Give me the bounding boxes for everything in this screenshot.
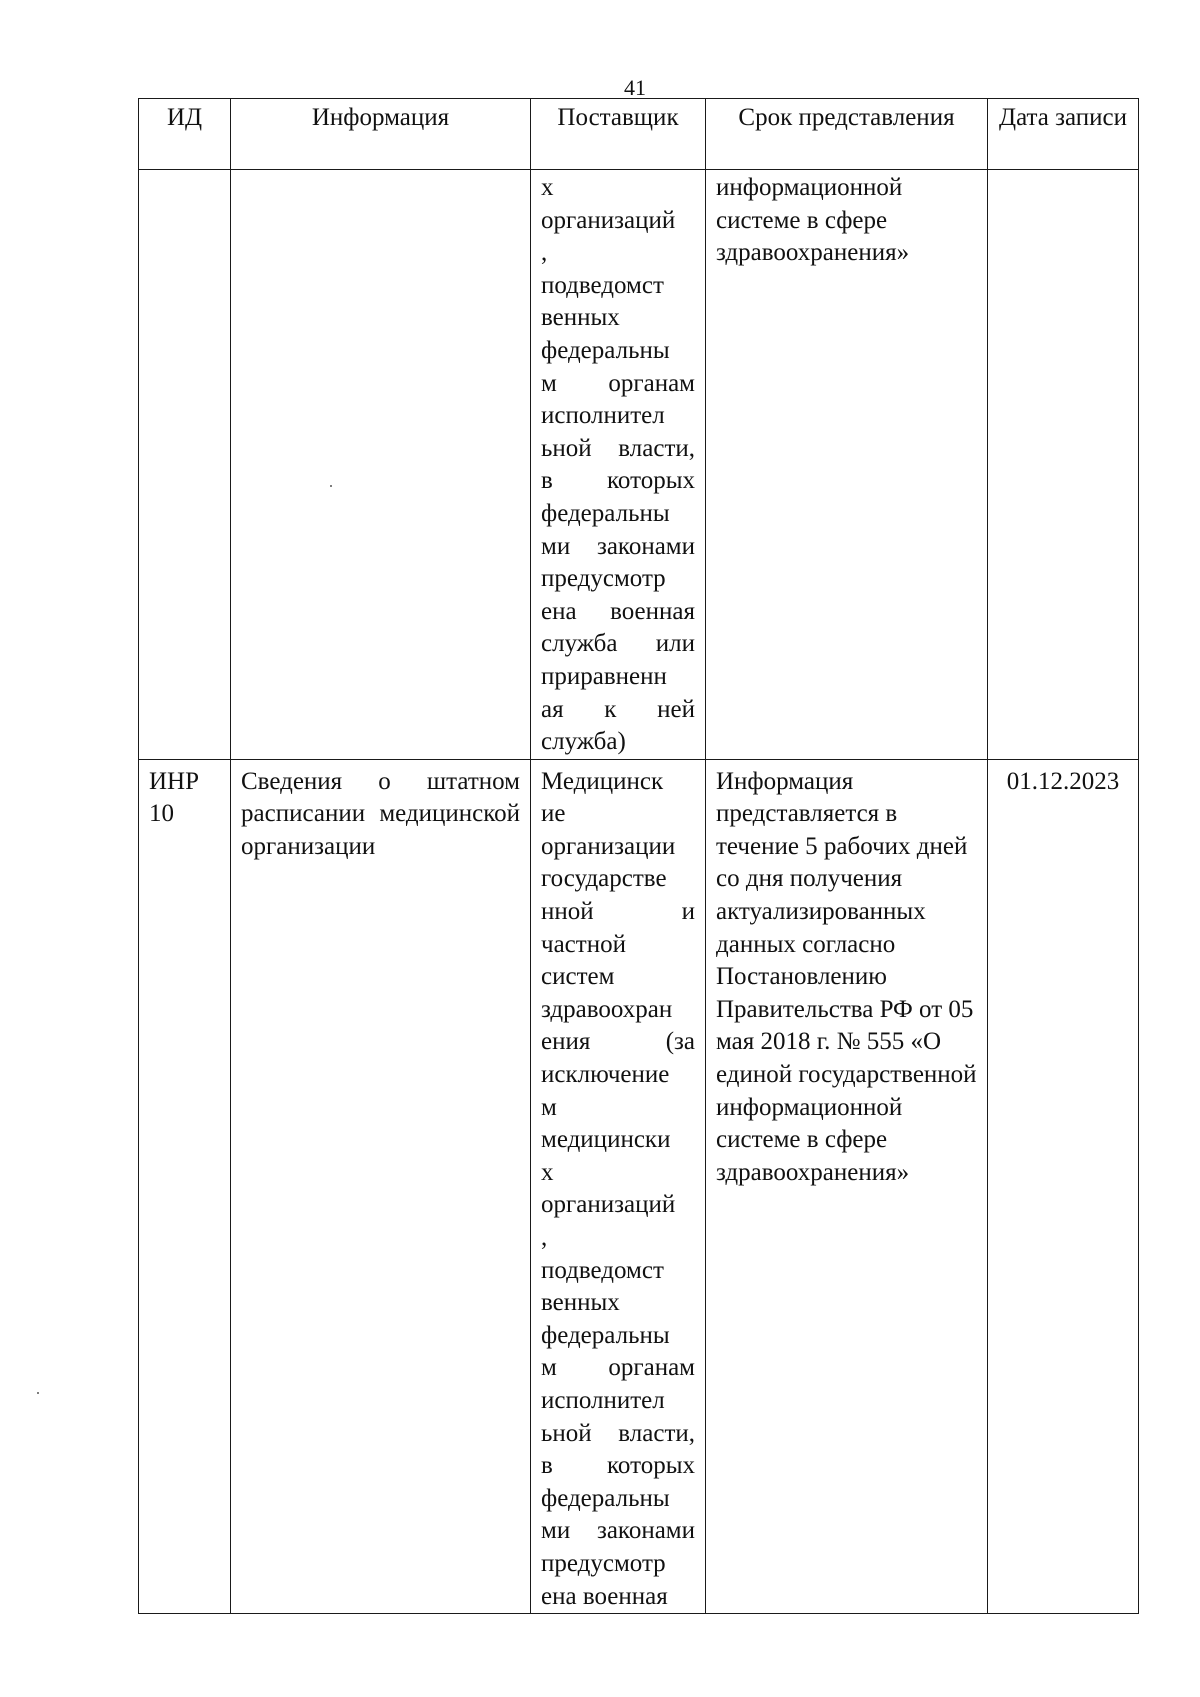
supplier-line: предусмотр: [541, 1549, 666, 1577]
supplier-line: частной: [541, 930, 626, 958]
cell-date: [988, 170, 1139, 760]
page-number: 41: [624, 75, 646, 100]
supplier-line: ми законами: [541, 1517, 695, 1545]
supplier-lines: [541, 172, 695, 759]
supplier-line: ая к ней: [541, 695, 695, 723]
supplier-line: м: [541, 1093, 557, 1121]
supplier-line: ьной власти,: [541, 434, 695, 462]
supplier-line: ена военная: [541, 1582, 668, 1610]
scan-speck: [37, 1392, 39, 1394]
supplier-line: м органам: [541, 1354, 695, 1382]
scan-speck: [330, 485, 332, 487]
supplier-line: предусмотр: [541, 565, 666, 593]
supplier-line: служба): [541, 728, 626, 756]
cell-deadline: Информация представляется в течение 5 рабочих дней со дня получения актуализированных данных согласно Постановлению Правительства РФ от 05 мая 2018 г. № 555 «О единой государственной информационной системе в сфере здравоохранения»: [706, 759, 988, 1613]
supplier-line: в которых: [541, 467, 695, 495]
supplier-line: федеральны: [541, 1321, 670, 1349]
table-row-inr10: [139, 759, 1139, 1613]
supplier-line: служба или: [541, 630, 695, 658]
cell-info: [231, 170, 531, 760]
supplier-line: ,: [541, 239, 548, 267]
supplier-line: исключение: [541, 1061, 670, 1089]
table-row-continuation: [139, 170, 1139, 760]
supplier-line: систем: [541, 963, 615, 991]
supplier-line: венных: [541, 304, 620, 332]
cell-date: 01.12.2023: [988, 759, 1139, 1613]
supplier-line: ена военная: [541, 597, 695, 625]
supplier-line: федеральны: [541, 336, 670, 364]
supplier-line: организаций: [541, 1191, 676, 1219]
supplier-line: нной и: [541, 898, 695, 926]
supplier-line: организаций: [541, 206, 676, 234]
supplier-line: медицински: [541, 1126, 671, 1154]
supplier-line: ми законами: [541, 532, 695, 560]
cell-id: [139, 170, 231, 760]
supplier-line: государстве: [541, 865, 667, 893]
supplier-line: подведомст: [541, 1256, 664, 1284]
supplier-line: х: [541, 1158, 554, 1186]
supplier-line: федеральны: [541, 1484, 670, 1512]
cell-deadline: информационной системе в сфере здравоохранения»: [706, 170, 988, 760]
table-header-row: [139, 99, 1139, 170]
supplier-line: подведомст: [541, 271, 664, 299]
cell-supplier: [531, 759, 706, 1613]
supplier-line: ,: [541, 1224, 548, 1251]
header-deadline: Срок представления: [706, 99, 988, 170]
supplier-line: х: [541, 174, 554, 201]
supplier-line: исполнител: [541, 402, 665, 430]
supplier-lines: [541, 766, 695, 1613]
supplier-line: м органам: [541, 369, 695, 397]
supplier-line: федеральны: [541, 499, 670, 527]
supplier-line: Медицинск: [541, 767, 664, 795]
supplier-line: здравоохран: [541, 995, 673, 1023]
supplier-line: ие: [541, 800, 566, 828]
data-table: [138, 98, 1139, 1614]
header-info: Информация: [231, 99, 531, 170]
cell-info: Сведения о штатном расписании медицинской организации: [231, 759, 531, 1613]
supplier-line: ения (за: [541, 1028, 695, 1056]
supplier-line: исполнител: [541, 1386, 665, 1414]
supplier-line: в которых: [541, 1452, 695, 1480]
cell-supplier: [531, 170, 706, 760]
header-id: ИД: [139, 99, 231, 170]
header-date: Дата записи: [988, 99, 1139, 170]
supplier-line: венных: [541, 1289, 620, 1317]
cell-id: ИНР 10: [139, 759, 231, 1613]
supplier-line: ьной власти,: [541, 1419, 695, 1447]
supplier-line: организации: [541, 832, 676, 860]
header-supplier: Поставщик: [531, 99, 706, 170]
supplier-line: приравненн: [541, 662, 667, 690]
